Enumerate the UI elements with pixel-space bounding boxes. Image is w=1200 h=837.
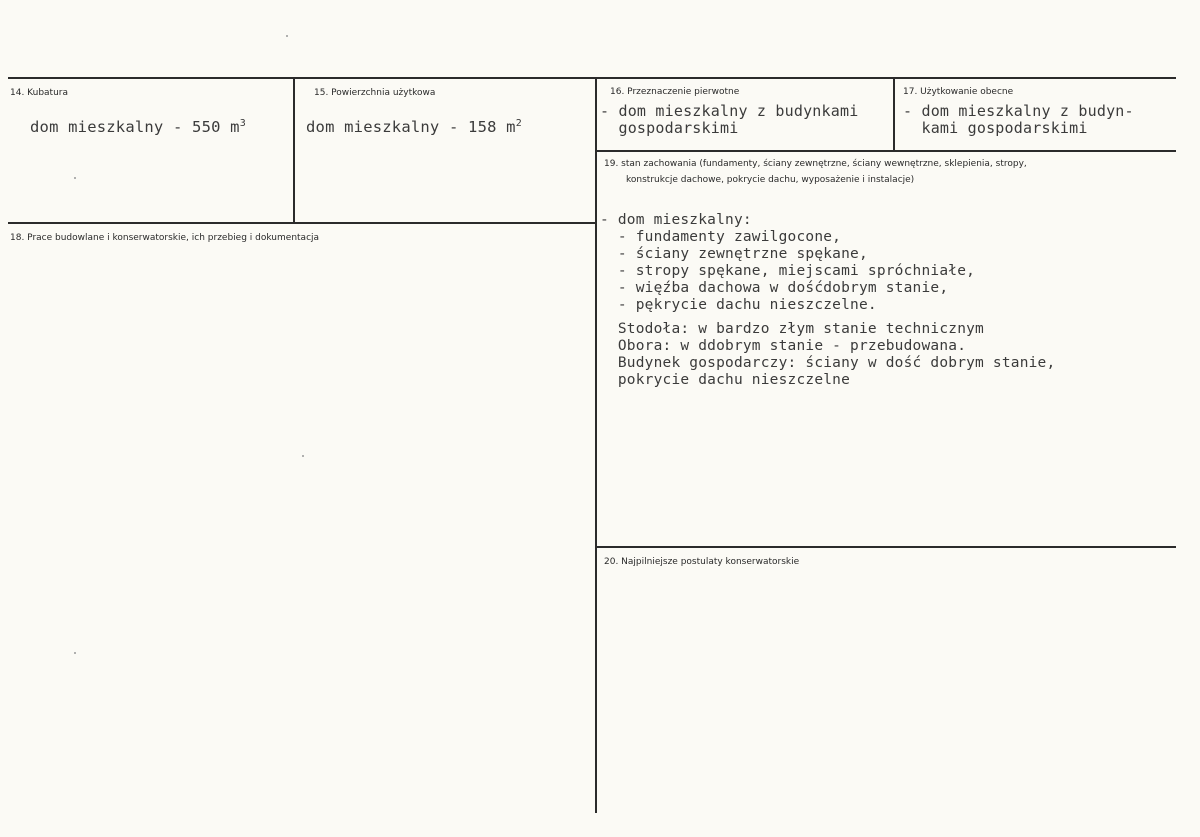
field-15-exponent: 2 (515, 118, 522, 129)
field-19-line-9: Budynek gospodarczy: ściany w dość dobrym stanie, (600, 355, 1056, 371)
rule-above-20 (596, 546, 1176, 548)
field-15-value (306, 119, 522, 136)
field-19-line-7: Stodoła: w bardzo złym stanie technicznym (600, 321, 984, 337)
divider-14-15 (293, 79, 295, 224)
field-16-line-2: gospodarskimi (600, 119, 739, 137)
field-14-value (30, 119, 246, 136)
field-19-line-8: Obora: w ddobrym stanie - przebudowana. (600, 338, 967, 354)
field-19-line-2: - fundamenty zawilgocone, (600, 229, 842, 245)
field-17-line-2: kami gospodarskimi (903, 119, 1088, 137)
field-19-label-line-2: konstrukcje dachowe, pokrycie dachu, wyposażenie i instalacje) (626, 175, 915, 185)
field-17-label: 17. Użytkowanie obecne (903, 87, 1014, 97)
field-14-text: dom mieszkalny - 550 m (30, 118, 240, 136)
field-17-line-1: - dom mieszkalny z budyn- (903, 102, 1134, 120)
field-16-label: 16. Przeznaczenie pierwotne (610, 87, 740, 97)
field-14-exponent: 3 (239, 118, 246, 129)
field-20-label: 20. Najpilniejsze postulaty konserwatorskie (604, 557, 800, 567)
field-19-line-1: - dom mieszkalny: (600, 212, 752, 228)
rule-under-14-15 (8, 222, 596, 224)
paper-speck (302, 455, 304, 457)
field-16-line-1: - dom mieszkalny z budynkami (600, 102, 859, 120)
paper-speck (74, 652, 76, 654)
rule-under-16-17 (596, 150, 1176, 152)
paper-speck (74, 177, 76, 179)
field-15-label: 15. Powierzchnia użytkowa (314, 88, 436, 98)
field-15-text: dom mieszkalny - 158 m (306, 118, 516, 136)
divider-left-right (595, 79, 597, 813)
field-18-label: 18. Prace budowlane i konserwatorskie, ich przebieg i dokumentacja (10, 233, 320, 243)
field-19-label-line-1: 19. stan zachowania (fundamenty, ściany zewnętrzne, ściany wewnętrzne, sklepienia, stropy, (604, 159, 1027, 169)
field-19-line-4: - stropy spękane, miejscami spróchniałe, (600, 263, 976, 279)
field-19-line-10: pokrycie dachu nieszczelne (600, 372, 851, 388)
paper-speck (286, 35, 288, 37)
field-19-line-5: - więźba dachowa w dośćdobrym stanie, (600, 280, 949, 296)
field-19-line-6: - pękrycie dachu nieszczelne. (600, 297, 877, 313)
field-14-label: 14. Kubatura (10, 88, 69, 98)
top-rule (8, 77, 1176, 79)
field-19-line-3: - ściany zewnętrzne spękane, (600, 246, 868, 262)
divider-16-17 (893, 79, 895, 152)
